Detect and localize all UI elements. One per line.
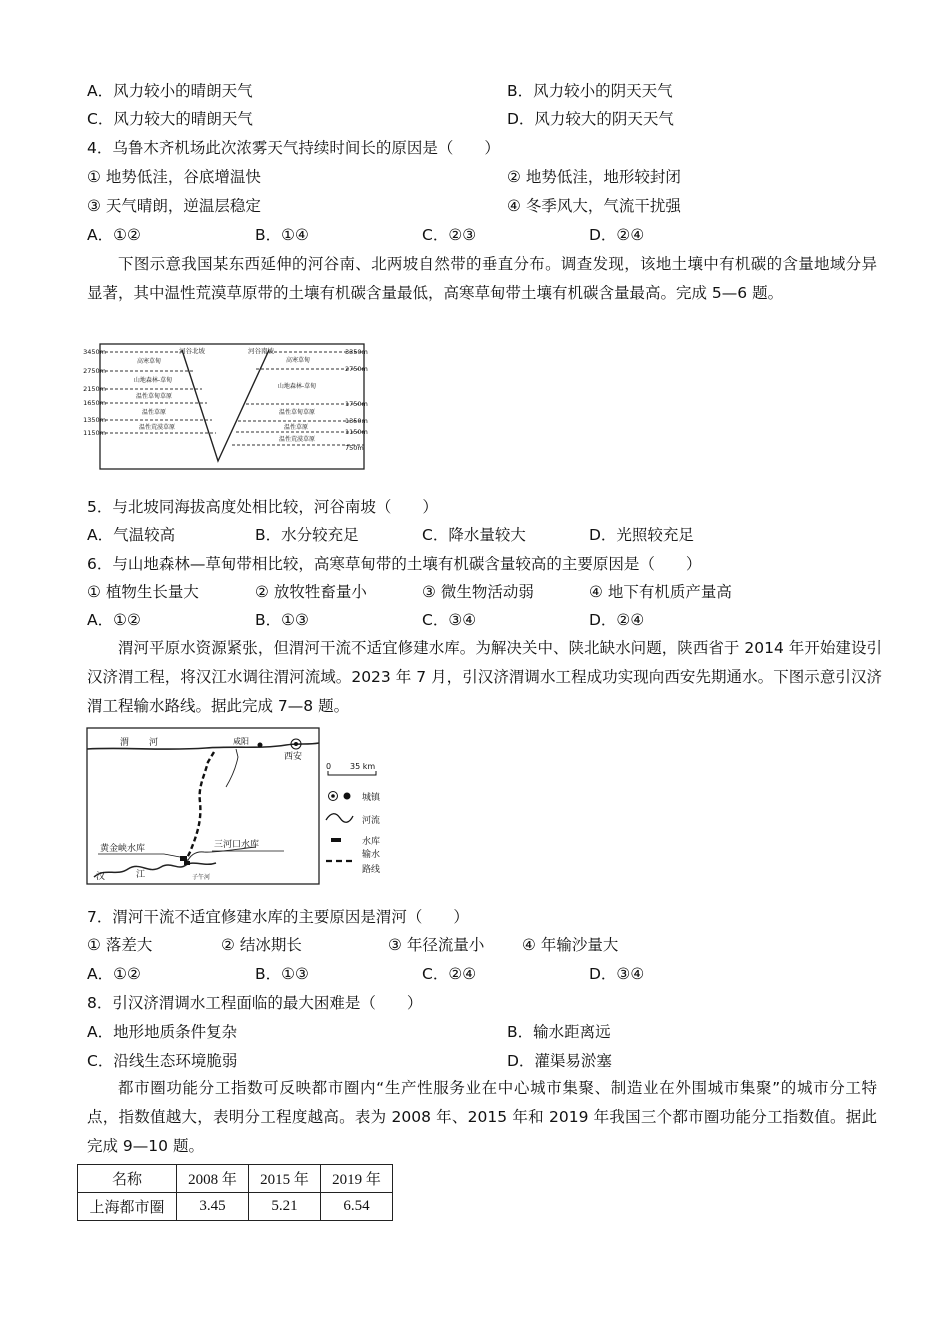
north-slope-title: 河谷北坡 <box>179 347 205 355</box>
q5-stem: 5．与北坡同海拔高度处相比较，河谷南坡（ ） <box>87 498 438 516</box>
legend-route-label-2: 路线 <box>362 865 381 875</box>
right-elev-4: 1350m <box>345 417 368 425</box>
intro-7-8: 渭河平原水资源紧张，但渭河干流不适宜修建水库。为解决关中、陕北缺水问题，陕西省于 2014 年开始建设引汉济渭工程，将汉江水调往渭河流域。2023 年 7 月，引汉济渭调水工程成功实现向西安先期通水。下图示意引汉济渭工程输水路线。据此完成 7—8 题。 <box>87 639 882 715</box>
header-2015: 2015 年 <box>249 1165 321 1193</box>
right-elev-1: 3350m <box>345 348 368 356</box>
he-label: 河 <box>149 738 159 748</box>
south-zone-5: 温性荒漠草原 <box>278 436 316 443</box>
sanhekou-label: 三河口水库 <box>214 840 260 850</box>
legend-town-icon <box>331 794 335 798</box>
q6-option-c[interactable]: C．③④ <box>422 611 477 629</box>
q5-option-a[interactable]: A．气温较高 <box>87 526 176 544</box>
q6-statement-2: ② 放牧牲畜量小 <box>255 583 367 601</box>
north-zone-4: 温性草原 <box>141 409 167 416</box>
xianyang-dot <box>258 743 263 748</box>
left-elev-5: 1350m <box>83 416 106 424</box>
south-slope-title: 河谷南坡 <box>248 347 274 355</box>
q4-statement-2: ② 地势低洼，地形较封闭 <box>507 168 681 186</box>
q6-statement-4: ④ 地下有机质产量高 <box>589 583 732 601</box>
north-zone-1: 高寒草甸 <box>136 358 162 365</box>
huangjinxia-reservoir <box>180 856 187 861</box>
right-elev-3: 1750m <box>345 400 368 408</box>
q6-option-b[interactable]: B．①③ <box>255 611 309 629</box>
q4-statements-row-1 <box>87 166 681 188</box>
scale-km: 35 km <box>350 762 376 771</box>
q8-option-c[interactable]: C．沿线生态环境脆弱 <box>87 1052 238 1070</box>
scale-bar <box>328 771 376 775</box>
right-elev-2: 2750m <box>345 365 368 373</box>
header-name: 名称 <box>78 1165 177 1193</box>
q7-statement-3: ③ 年径流量小 <box>388 936 485 954</box>
south-zone-2: 山地森林-草甸 <box>277 383 317 390</box>
legend-reservoir-icon <box>331 838 341 842</box>
q3-option-c[interactable]: C．风力较大的晴朗天气 <box>87 110 253 128</box>
q3-option-row-1 <box>87 80 673 102</box>
table-row <box>78 1193 393 1221</box>
q8-option-a[interactable]: A．地形地质条件复杂 <box>87 1023 238 1041</box>
south-zone-4: 温性草原 <box>283 424 309 431</box>
huangjinxia-label: 黄金峡水库 <box>100 844 146 854</box>
q7-option-a[interactable]: A．①② <box>87 965 141 983</box>
water-transfer-map-figure <box>86 727 406 887</box>
q5-option-c[interactable]: C．降水量较大 <box>422 526 526 544</box>
jiang-label: 江 <box>136 870 146 880</box>
valley-profile <box>182 350 269 461</box>
q8-option-b[interactable]: B．输水距离远 <box>507 1023 611 1041</box>
q7-option-b[interactable]: B．①③ <box>255 965 309 983</box>
left-elev-3: 2150m <box>83 385 106 393</box>
left-elev-1: 3450m <box>83 348 106 356</box>
q7-statement-2: ② 结冰期长 <box>221 936 302 954</box>
q6-statement-3: ③ 微生物活动弱 <box>422 583 534 601</box>
xianyang-label: 咸阳 <box>233 737 249 746</box>
scale-zero: 0 <box>326 762 332 771</box>
intro-9-10: 都市圈功能分工指数可反映都市圈内“生产性服务业在中心城市集聚、制造业在外围城市集聚”的城市分工特点，指数值越大，表明分工程度越高。表为 2008 年、2015 年和 2019 年我国三个都市圈功能分工指数值。据此完成 9—10 题。 <box>87 1079 877 1155</box>
valley-vertical-zones-figure <box>83 342 370 472</box>
right-elev-6: 750m <box>345 444 364 452</box>
q4-statements-row-2 <box>87 195 681 217</box>
q7-statement-1: ① 落差大 <box>87 936 153 954</box>
row-name: 上海都市圈 <box>78 1193 177 1221</box>
legend-route-label-1: 输水 <box>362 850 381 860</box>
transfer-route <box>186 752 214 860</box>
left-elev-2: 2750m <box>83 367 106 375</box>
q4-option-d[interactable]: D．②④ <box>589 226 645 244</box>
table-header-row <box>78 1165 393 1193</box>
q3-option-b[interactable]: B．风力较小的阴天天气 <box>507 82 673 100</box>
xian-label: 西安 <box>284 752 303 762</box>
left-elev-6: 1150m <box>83 429 106 437</box>
row-2015: 5.21 <box>249 1193 321 1221</box>
han-label: 汉 <box>96 872 106 882</box>
q6-stem: 6．与山地森林—草甸带相比较，高寒草甸带的土壤有机碳含量较高的主要原因是（ ） <box>87 555 702 573</box>
q8-option-d[interactable]: D．灌渠易淤塞 <box>507 1052 612 1070</box>
south-zone-1: 高寒草甸 <box>285 357 311 364</box>
wei-label: 渭 <box>120 738 130 748</box>
south-zone-3: 温性草甸草原 <box>278 409 316 416</box>
q4-option-c[interactable]: C．②③ <box>422 226 477 244</box>
q8-stem: 8．引汉济渭调水工程面临的最大困难是（ ） <box>87 994 423 1012</box>
xian-marker <box>294 742 298 746</box>
q4-statement-4: ④ 冬季风大，气流干扰强 <box>507 197 681 215</box>
q7-option-c[interactable]: C．②④ <box>422 965 477 983</box>
ziwu-label: 子午河 <box>192 874 211 881</box>
q6-statement-1: ① 植物生长量大 <box>87 583 199 601</box>
division-index-table <box>77 1164 393 1221</box>
q4-statement-3: ③ 天气晴朗，逆温层稳定 <box>87 197 261 215</box>
left-elev-4: 1650m <box>83 399 106 407</box>
legend-reservoir-label: 水库 <box>362 837 381 847</box>
q4-option-a[interactable]: A．①② <box>87 226 141 244</box>
q3-option-a[interactable]: A．风力较小的晴朗天气 <box>87 82 253 100</box>
north-zone-3: 温性草甸草原 <box>135 393 173 400</box>
right-elev-5: 1150m <box>345 428 368 436</box>
header-2008: 2008 年 <box>177 1165 249 1193</box>
q8-options-row-2 <box>87 1050 612 1072</box>
legend-river-icon <box>326 814 353 823</box>
q7-stem: 7．渭河干流不适宜修建水库的主要原因是渭河（ ） <box>87 908 469 926</box>
q3-option-d[interactable]: D．风力较大的阴天天气 <box>507 110 674 128</box>
q4-option-b[interactable]: B．①④ <box>255 226 309 244</box>
q8-options-row-1 <box>87 1021 611 1043</box>
q5-option-b[interactable]: B．水分较充足 <box>255 526 359 544</box>
q4-statement-1: ① 地势低洼，谷底增温快 <box>87 168 261 186</box>
north-zone-2: 山地森林-草甸 <box>133 377 173 384</box>
q4-stem: 4．乌鲁木齐机场此次浓雾天气持续时间长的原因是（ ） <box>87 139 500 157</box>
header-2019: 2019 年 <box>321 1165 393 1193</box>
q5-option-d[interactable]: D．光照较充足 <box>589 526 694 544</box>
row-2019: 6.54 <box>321 1193 393 1221</box>
legend-river-label: 河流 <box>362 816 381 826</box>
q7-statement-4: ④ 年输沙量大 <box>522 936 619 954</box>
sanhekou-reservoir <box>184 861 190 865</box>
legend-town-label: 城镇 <box>362 793 381 803</box>
q3-option-row-2 <box>87 108 674 130</box>
row-2008: 3.45 <box>177 1193 249 1221</box>
north-zone-5: 温性荒漠草原 <box>138 424 176 431</box>
q7-option-d[interactable]: D．③④ <box>589 965 645 983</box>
q6-option-d[interactable]: D．②④ <box>589 611 645 629</box>
q6-option-a[interactable]: A．①② <box>87 611 141 629</box>
intro-5-6: 下图示意我国某东西延伸的河谷南、北两坡自然带的垂直分布。调查发现，该地土壤中有机碳的含量地域分异显著，其中温性荒漠草原带的土壤有机碳含量最低，高寒草甸带土壤有机碳含量最高。完成 5—6 题。 <box>87 255 877 302</box>
